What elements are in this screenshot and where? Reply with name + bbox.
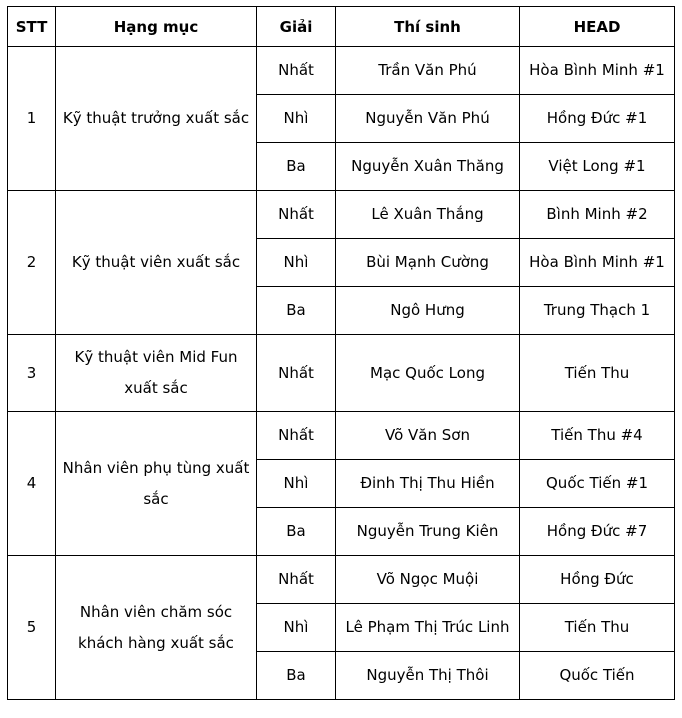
prize-cell: Nhất — [257, 47, 336, 95]
prize-cell: Ba — [257, 143, 336, 191]
category-cell: Kỹ thuật trưởng xuất sắc — [56, 47, 257, 191]
head-cell: Hòa Bình Minh #1 — [520, 47, 675, 95]
stt-cell: 1 — [8, 47, 56, 191]
stt-cell: 3 — [8, 335, 56, 412]
prize-cell: Nhì — [257, 95, 336, 143]
head-cell: Quốc Tiến — [520, 652, 675, 700]
candidate-cell: Nguyễn Văn Phú — [336, 95, 520, 143]
prize-cell: Nhất — [257, 556, 336, 604]
header-head: HEAD — [520, 7, 675, 47]
candidate-cell: Ngô Hưng — [336, 287, 520, 335]
head-cell: Hồng Đức #1 — [520, 95, 675, 143]
candidate-cell: Lê Phạm Thị Trúc Linh — [336, 604, 520, 652]
head-cell: Hồng Đức #7 — [520, 508, 675, 556]
head-cell: Tiến Thu #4 — [520, 412, 675, 460]
stt-cell: 2 — [8, 191, 56, 335]
category-cell: Nhân viên phụ tùng xuất sắc — [56, 412, 257, 556]
candidate-cell: Võ Ngọc Muội — [336, 556, 520, 604]
prize-cell: Nhì — [257, 460, 336, 508]
prize-cell: Nhì — [257, 604, 336, 652]
table-row — [8, 47, 675, 95]
candidate-cell: Mạc Quốc Long — [336, 335, 520, 412]
category-cell: Kỹ thuật viên xuất sắc — [56, 191, 257, 335]
candidate-cell: Nguyễn Trung Kiên — [336, 508, 520, 556]
table-row — [8, 191, 675, 239]
stt-cell: 4 — [8, 412, 56, 556]
head-cell: Trung Thạch 1 — [520, 287, 675, 335]
head-cell: Hồng Đức — [520, 556, 675, 604]
category-cell: Kỹ thuật viên Mid Fun xuất sắc — [56, 335, 257, 412]
awards-table — [7, 6, 675, 700]
table-row — [8, 335, 675, 412]
prize-cell: Nhì — [257, 239, 336, 287]
header-stt: STT — [8, 7, 56, 47]
prize-cell: Nhất — [257, 412, 336, 460]
header-category: Hạng mục — [56, 7, 257, 47]
prize-cell: Ba — [257, 652, 336, 700]
header-prize: Giải — [257, 7, 336, 47]
prize-cell: Ba — [257, 508, 336, 556]
candidate-cell: Võ Văn Sơn — [336, 412, 520, 460]
prize-cell: Nhất — [257, 191, 336, 239]
table-row — [8, 412, 675, 460]
candidate-cell: Bùi Mạnh Cường — [336, 239, 520, 287]
head-cell: Quốc Tiến #1 — [520, 460, 675, 508]
head-cell: Bình Minh #2 — [520, 191, 675, 239]
header-candidate: Thí sinh — [336, 7, 520, 47]
head-cell: Tiến Thu — [520, 604, 675, 652]
category-cell: Nhân viên chăm sóc khách hàng xuất sắc — [56, 556, 257, 700]
head-cell: Việt Long #1 — [520, 143, 675, 191]
candidate-cell: Trần Văn Phú — [336, 47, 520, 95]
candidate-cell: Nguyễn Thị Thôi — [336, 652, 520, 700]
stt-cell: 5 — [8, 556, 56, 700]
candidate-cell: Đinh Thị Thu Hiền — [336, 460, 520, 508]
head-cell: Hòa Bình Minh #1 — [520, 239, 675, 287]
candidate-cell: Nguyễn Xuân Thăng — [336, 143, 520, 191]
header-row — [8, 7, 675, 47]
head-cell: Tiến Thu — [520, 335, 675, 412]
candidate-cell: Lê Xuân Thắng — [336, 191, 520, 239]
table-row — [8, 556, 675, 604]
prize-cell: Ba — [257, 287, 336, 335]
prize-cell: Nhất — [257, 335, 336, 412]
